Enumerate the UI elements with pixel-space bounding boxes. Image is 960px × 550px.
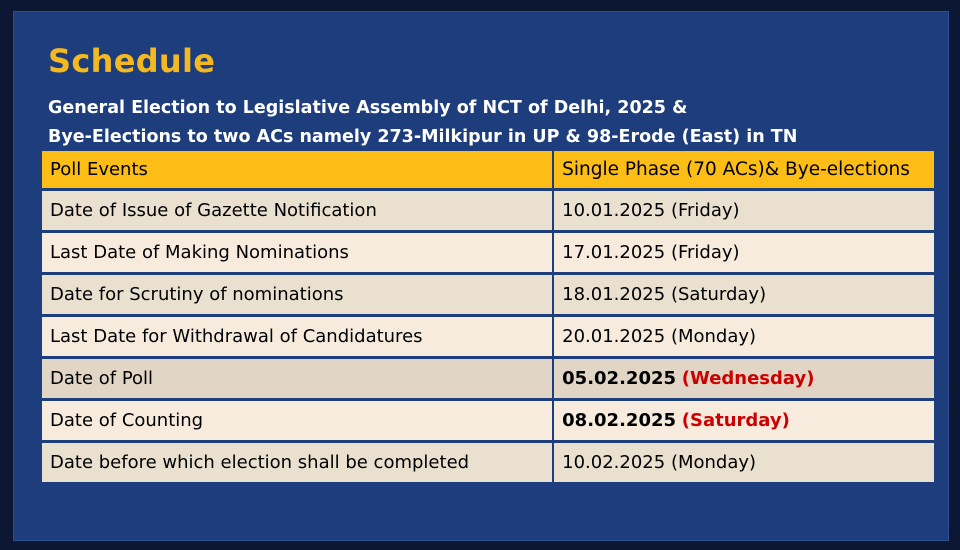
event-cell: Date of Issue of Gazette Notification (42, 191, 552, 230)
event-cell-poll: Date of Poll (42, 359, 552, 398)
day-value: (Friday) (670, 242, 740, 263)
date-cell (554, 443, 934, 482)
table-row (42, 359, 934, 398)
table-row (42, 191, 934, 230)
date-cell (554, 191, 934, 230)
table-row (42, 317, 934, 356)
table-row (42, 275, 934, 314)
day-value: (Monday) (670, 326, 757, 347)
date-value: 05.02.2025 (562, 368, 677, 389)
date-value: 10.01.2025 (562, 200, 666, 221)
event-cell: Last Date for Withdrawal of Candidatures (42, 317, 552, 356)
date-value: 08.02.2025 (562, 410, 677, 431)
day-value: (Saturday) (670, 284, 767, 305)
date-value: 10.02.2025 (562, 452, 666, 473)
slide-title: Schedule (48, 42, 216, 80)
event-cell: Date before which election shall be completed (42, 443, 552, 482)
event-cell: Date for Scrutiny of nominations (42, 275, 552, 314)
date-value: 18.01.2025 (562, 284, 666, 305)
day-value: (Wednesday) (681, 368, 815, 389)
slide-subtitle (48, 94, 928, 152)
event-cell: Last Date of Making Nominations (42, 233, 552, 272)
subtitle-line-2: Bye-Elections to two ACs namely 273-Milkipur in UP & 98-Erode (East) in TN (48, 127, 798, 147)
day-value: (Saturday) (681, 410, 790, 431)
date-value: 17.01.2025 (562, 242, 666, 263)
date-value: 20.01.2025 (562, 326, 666, 347)
table-row (42, 401, 934, 440)
header-single-phase: Single Phase (70 ACs)& Bye-elections (554, 151, 934, 188)
table-row (42, 233, 934, 272)
day-value: (Monday) (670, 452, 757, 473)
table-header-row (42, 151, 934, 188)
table-row (42, 443, 934, 482)
schedule-table (40, 148, 936, 485)
date-cell (554, 359, 934, 398)
event-cell: Date of Counting (42, 401, 552, 440)
date-cell (554, 275, 934, 314)
date-cell (554, 401, 934, 440)
subtitle-line-1: General Election to Legislative Assembly of NCT of Delhi, 2025 & (48, 98, 688, 118)
date-cell (554, 233, 934, 272)
date-cell (554, 317, 934, 356)
header-poll-events: Poll Events (42, 151, 552, 188)
day-value: (Friday) (670, 200, 740, 221)
